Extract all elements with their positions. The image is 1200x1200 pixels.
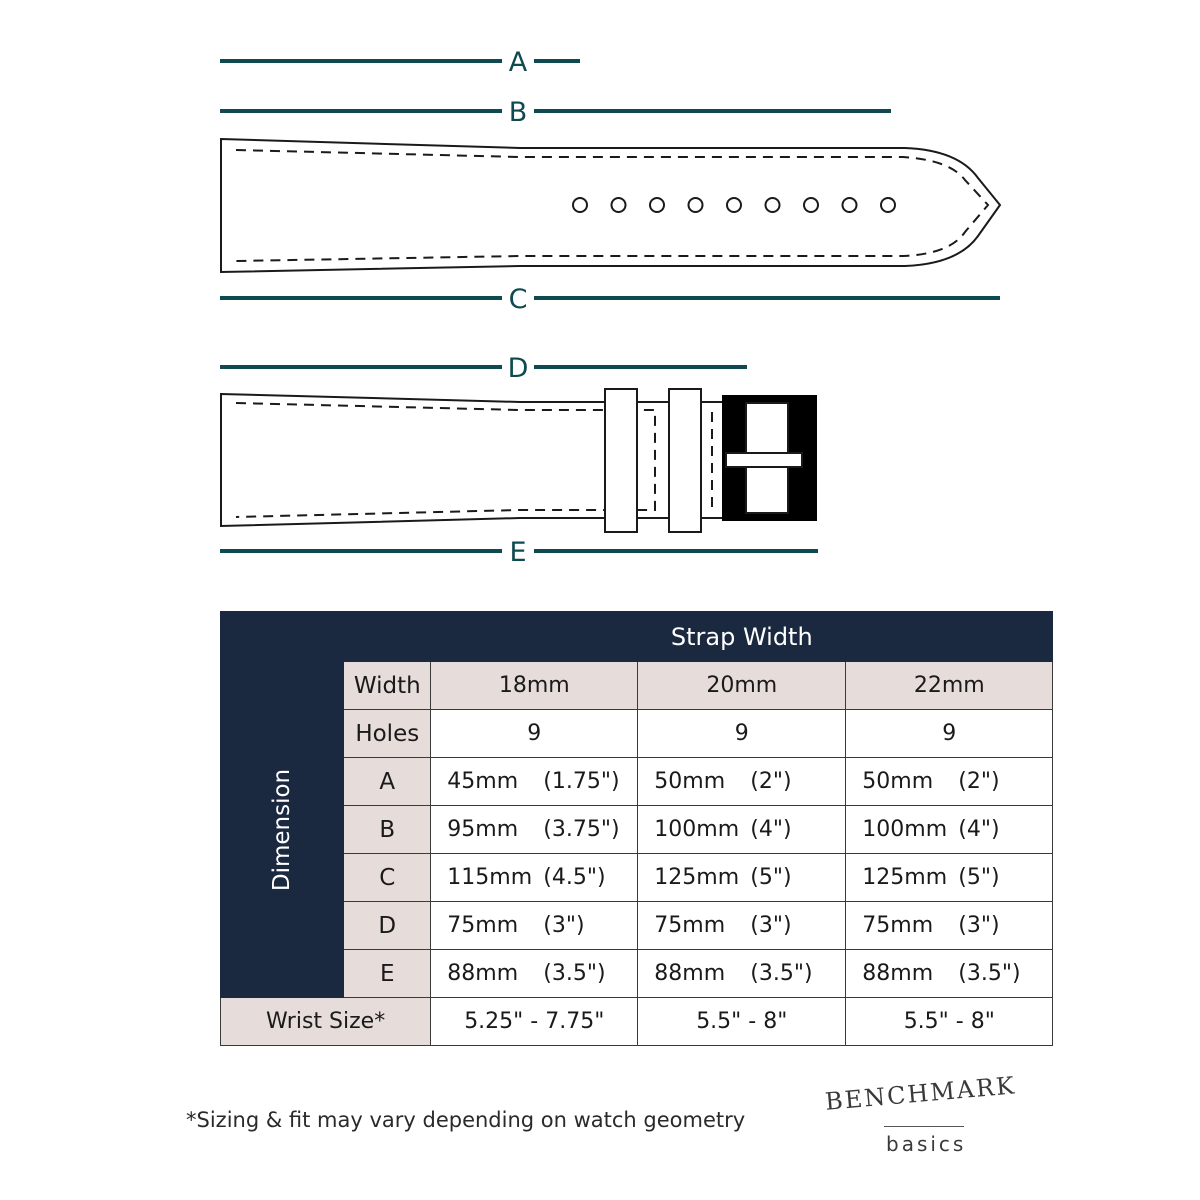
width-label: Width (344, 662, 431, 710)
cell-inch: (3") (958, 913, 1000, 938)
cell-inch: (4") (958, 817, 1000, 842)
brand-name: BENCHMARK (824, 1071, 1018, 1116)
holes-label: Holes (344, 710, 431, 758)
cell-mm: 115mm (447, 865, 533, 890)
cell-b-22 (846, 806, 1053, 854)
cell-c-22 (846, 854, 1053, 902)
cell-mm: 88mm (447, 961, 519, 986)
cell-inch: (3") (750, 913, 792, 938)
sizing-footnote: *Sizing & fit may vary depending on watch geometry (186, 1108, 746, 1132)
cell-inch: (3.5") (543, 961, 606, 986)
strap-hole (804, 198, 818, 212)
strap-keeper-1 (605, 389, 637, 532)
holes-22: 9 (846, 710, 1053, 758)
wrist-22: 5.5" - 8" (846, 998, 1053, 1046)
width-22: 22mm (846, 662, 1053, 710)
cell-inch: (3.5") (750, 961, 813, 986)
dimension-line-a (220, 47, 580, 78)
dimension-side-header (221, 662, 344, 998)
dimension-label-e: E (509, 537, 527, 568)
strap-hole (689, 198, 703, 212)
dimension-label-a: A (508, 47, 528, 78)
table-row (221, 854, 1053, 902)
cell-c-20 (638, 854, 846, 902)
table-corner (221, 612, 431, 662)
strap-hole (881, 198, 895, 212)
strap-hole (766, 198, 780, 212)
cell-e-22 (846, 950, 1053, 998)
cell-mm: 50mm (862, 769, 934, 794)
strap-hole (612, 198, 626, 212)
cell-c-18 (431, 854, 638, 902)
cell-a-22 (846, 758, 1053, 806)
cell-inch: (3") (543, 913, 585, 938)
width-20: 20mm (638, 662, 846, 710)
cell-mm: 95mm (447, 817, 519, 842)
buckle-prong (726, 453, 802, 467)
cell-inch: (4") (750, 817, 792, 842)
cell-a-20 (638, 758, 846, 806)
cell-mm: 100mm (862, 817, 948, 842)
cell-d-18 (431, 902, 638, 950)
cell-mm: 45mm (447, 769, 519, 794)
cell-mm: 50mm (654, 769, 726, 794)
dimension-line-d (220, 353, 747, 384)
dimension-label-d: D (507, 353, 529, 384)
cell-mm: 125mm (654, 865, 740, 890)
dimension-label-b: B (508, 97, 528, 128)
strap-hole (727, 198, 741, 212)
row-label-a: A (344, 758, 431, 806)
cell-inch: (3.5") (958, 961, 1021, 986)
dimension-line-c (220, 284, 1000, 315)
table-row (221, 950, 1053, 998)
cell-inch: (4.5") (543, 865, 606, 890)
cell-inch: (2") (958, 769, 1000, 794)
cell-mm: 88mm (654, 961, 726, 986)
cell-mm: 100mm (654, 817, 740, 842)
cell-mm: 75mm (654, 913, 726, 938)
strap-holes (573, 198, 895, 212)
cell-a-18 (431, 758, 638, 806)
wrist-size-label: Wrist Size* (221, 998, 431, 1046)
cell-inch: (5") (750, 865, 792, 890)
cell-inch: (3.75") (543, 817, 620, 842)
cell-b-20 (638, 806, 846, 854)
strap-hole (650, 198, 664, 212)
cell-inch: (1.75") (543, 769, 620, 794)
strap-width-title: Strap Width (431, 612, 1053, 662)
width-18: 18mm (431, 662, 638, 710)
holes-20: 9 (638, 710, 846, 758)
dimension-label-c: C (508, 284, 528, 315)
cell-mm: 75mm (862, 913, 934, 938)
size-table (220, 611, 1053, 1046)
cell-mm: 125mm (862, 865, 948, 890)
holes-18: 9 (431, 710, 638, 758)
row-label-d: D (344, 902, 431, 950)
row-label-e: E (344, 950, 431, 998)
buckle-strap-piece (221, 389, 817, 532)
table-row (221, 806, 1053, 854)
dimension-line-b (220, 97, 891, 128)
cell-d-20 (638, 902, 846, 950)
cell-mm: 88mm (862, 961, 934, 986)
strap-keeper-2 (669, 389, 701, 532)
wrist-18: 5.25" - 7.75" (431, 998, 638, 1046)
cell-mm: 75mm (447, 913, 519, 938)
cell-e-18 (431, 950, 638, 998)
long-strap-piece (221, 139, 1000, 272)
cell-d-22 (846, 902, 1053, 950)
dimension-line-e (220, 537, 818, 568)
cell-e-20 (638, 950, 846, 998)
brand-divider (884, 1126, 964, 1127)
wrist-20: 5.5" - 8" (638, 998, 846, 1046)
strap-hole (573, 198, 587, 212)
row-label-b: B (344, 806, 431, 854)
brand-logo (824, 1071, 1024, 1156)
cell-inch: (2") (750, 769, 792, 794)
cell-b-18 (431, 806, 638, 854)
row-label-c: C (344, 854, 431, 902)
dimension-title: Dimension (269, 768, 296, 891)
brand-subtitle: basics (886, 1132, 967, 1156)
cell-inch: (5") (958, 865, 1000, 890)
table-row (221, 902, 1053, 950)
table-row (221, 758, 1053, 806)
strap-hole (843, 198, 857, 212)
